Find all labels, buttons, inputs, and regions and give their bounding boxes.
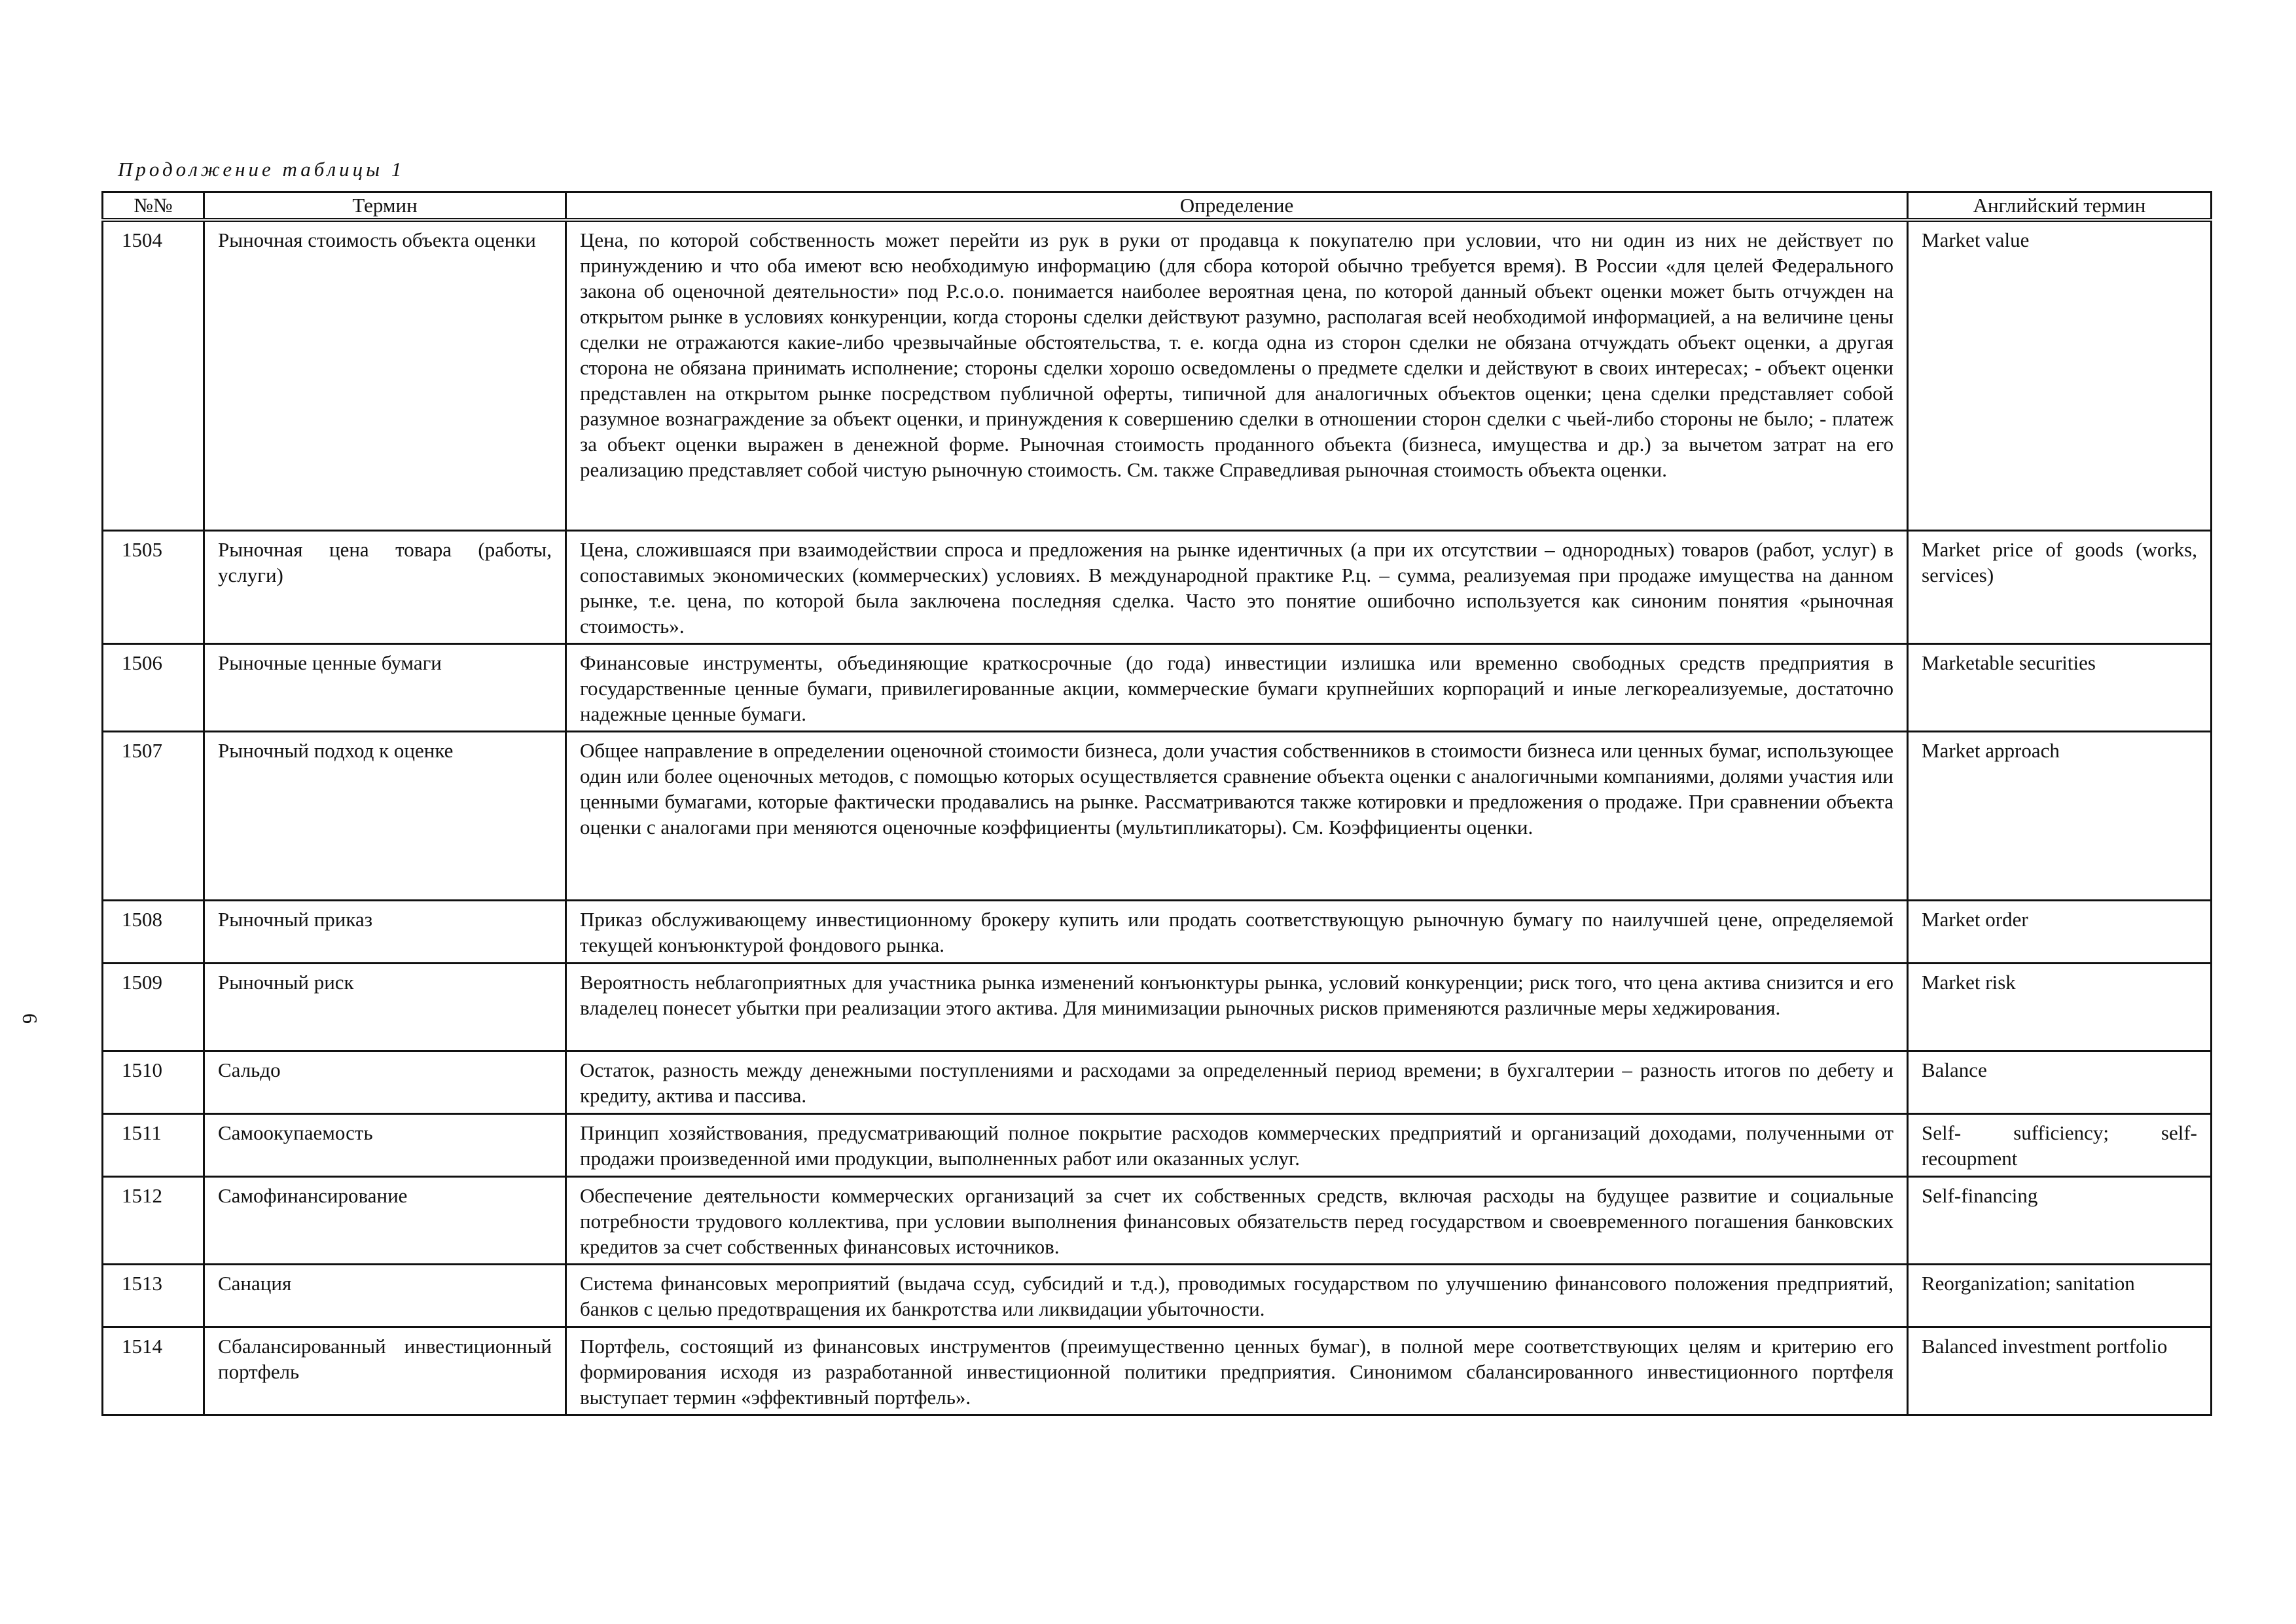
row-num: 1509 — [103, 963, 204, 1051]
header-num: №№ — [103, 192, 204, 221]
page-number: 6 — [18, 1013, 42, 1024]
row-num: 1512 — [103, 1176, 204, 1264]
row-definition: Приказ обслуживающему инвестиционному брокеру купить или продать соответствующую рыночную бумагу по наилучшей цене, определяемой текущей конъюнктурой фондового рынка. — [566, 900, 1908, 963]
table-row — [103, 1051, 2212, 1113]
row-english-term: Market approach — [1908, 731, 2212, 900]
row-term: Рыночные ценные бумаги — [204, 643, 566, 731]
row-term: Сальдо — [204, 1051, 566, 1113]
row-definition: Цена, сложившаяся при взаимодействии спроса и предложения на рынке идентичных (а при их отсутствии – однородных) товаров (работ, услуг) в сопоставимых экономических (коммерческих) условиях. В международной практике Р.ц. – сумма, реализуемая при продаже имущества на данном рынке, т.е. цена, по которой была заключена последняя сделка. Часто это понятие ошибочно используется как синоним понятия «рыночная стоимость». — [566, 530, 1908, 643]
row-definition: Финансовые инструменты, объединяющие краткосрочные (до года) инвестиции излишка или временно свободных средств предприятия в государственные ценные бумаги, привилегированные акции, коммерческие бумаги крупнейших корпораций и иные легкореализуемые, достаточно надежные ценные бумаги. — [566, 643, 1908, 731]
table-row — [103, 1113, 2212, 1176]
row-definition: Цена, по которой собственность может перейти из рук в руки от продавца к покупателю при условии, что ни один из них не действует по принуждению и что оба имеют всю необходимую информацию (для сбора которой обычно требуется время). В России «для целей Федерального закона об оценочной деятельности» под Р.с.о.о. понимается наиболее вероятная цена, по которой данный объект оценки может быть отчужден на открытом рынке в условиях конкуренции, когда стороны сделки действуют разумно, располагая всей необходимой информацией, а на величине цены сделки не отражаются какие-либо чрезвычайные обстоятельства, т. е. когда одна из сторон сделки не обязана отчуждать объект оценки, а другая сторона не обязана принимать исполнение; стороны сделки хорошо осведомлены о предмете сделки и действуют в своих интересах; - объект оценки представлен на открытом рынке посредством публичной оферты, типичной для аналогичных объектов оценки; цена сделки представляет собой разумное вознаграждение за объект оценки, и принуждения к совершению сделки в отношении сторон сделки с чьей-либо стороны не было; - платеж за объект оценки выражен в денежной форме. Рыночная стоимость проданного объекта (бизнеса, имущества и др.) за вычетом затрат на его реализацию представляет собой чистую рыночную стоимость. См. также Справедливая рыночная стоимость объекта оценки. — [566, 220, 1908, 530]
row-term: Рыночная стоимость объекта оценки — [204, 220, 566, 530]
row-english-term: Balanced investment portfolio — [1908, 1327, 2212, 1415]
row-english-term: Market value — [1908, 220, 2212, 530]
row-definition: Вероятность неблагоприятных для участника рынка изменений конъюнктуры рынка, условий конкуренции; риск того, что цена актива снизится и его владелец понесет убытки при реализации этого актива. Для минимизации рыночных рисков применяются различные меры хеджирования. — [566, 963, 1908, 1051]
header-definition: Определение — [566, 192, 1908, 221]
row-term: Сбалансированный инвестиционный портфель — [204, 1327, 566, 1415]
row-definition: Остаток, разность между денежными поступлениями и расходами за определенный период времени; в бухгалтерии – разность итогов по дебету и кредиту, актива и пассива. — [566, 1051, 1908, 1113]
header-term: Термин — [204, 192, 566, 221]
row-term: Санация — [204, 1264, 566, 1327]
row-term: Рыночный риск — [204, 963, 566, 1051]
row-term: Самоокупаемость — [204, 1113, 566, 1176]
table-row — [103, 731, 2212, 900]
glossary-table — [101, 191, 2212, 1416]
row-num: 1504 — [103, 220, 204, 530]
table-header-row — [103, 192, 2212, 221]
table-row — [103, 1264, 2212, 1327]
row-num: 1507 — [103, 731, 204, 900]
row-num: 1514 — [103, 1327, 204, 1415]
row-definition: Принцип хозяйствования, предусматривающий полное покрытие расходов коммерческих предприятий и организаций доходами, полученными от продажи произведенной ими продукции, выполненных работ или оказанных услуг. — [566, 1113, 1908, 1176]
table-row — [103, 1176, 2212, 1264]
table-row — [103, 1327, 2212, 1415]
row-english-term: Self- sufficiency; self-recoupment — [1908, 1113, 2212, 1176]
row-english-term: Self-financing — [1908, 1176, 2212, 1264]
row-num: 1513 — [103, 1264, 204, 1327]
row-num: 1508 — [103, 900, 204, 963]
row-definition: Общее направление в определении оценочной стоимости бизнеса, доли участия собственников в стоимости бизнеса или ценных бумаг, использующее один или более оценочных методов, с помощью которых осуществляется сравнение объекта оценки с аналогичными компаниями, долями участия или ценными бумагами, которые фактически продавались на рынке. Рассматриваются также котировки и предложения о продаже. При сравнении объекта оценки с аналогами при меняются оценочные коэффициенты (мультипликаторы). См. Коэффициенты оценки. — [566, 731, 1908, 900]
row-definition: Обеспечение деятельности коммерческих организаций за счет их собственных средств, включая расходы на будущее развитие и социальные потребности трудового коллектива, при условии выполнения финансовых обязательств перед государством и своевременного погашения банковских кредитов за счет собственных финансовых источников. — [566, 1176, 1908, 1264]
row-term: Самофинансирование — [204, 1176, 566, 1264]
row-definition: Система финансовых мероприятий (выдача ссуд, субсидий и т.д.), проводимых государством по улучшению финансового положения предприятий, банков с целью предотвращения их банкротства или ликвидации убыточности. — [566, 1264, 1908, 1327]
row-term: Рыночный приказ — [204, 900, 566, 963]
row-english-term: Market risk — [1908, 963, 2212, 1051]
header-english: Английский термин — [1908, 192, 2212, 221]
table-row — [103, 643, 2212, 731]
row-definition: Портфель, состоящий из финансовых инструментов (преимущественно ценных бумаг), в полной мере соответствующих целям и критерию его формирования исходя из разработанной инвестиционной политики предприятия. Синонимом сбалансированного инвестиционного портфеля выступает термин «эффективный портфель». — [566, 1327, 1908, 1415]
table-row — [103, 900, 2212, 963]
row-english-term: Balance — [1908, 1051, 2212, 1113]
table-caption: Продолжение таблицы 1 — [118, 158, 405, 181]
row-english-term: Market order — [1908, 900, 2212, 963]
table-row — [103, 963, 2212, 1051]
row-num: 1505 — [103, 530, 204, 643]
row-num: 1506 — [103, 643, 204, 731]
table-row — [103, 220, 2212, 530]
row-num: 1511 — [103, 1113, 204, 1176]
row-num: 1510 — [103, 1051, 204, 1113]
row-term: Рыночная цена товара (работы, услуги) — [204, 530, 566, 643]
row-term: Рыночный подход к оценке — [204, 731, 566, 900]
row-english-term: Market price of goods (works, services) — [1908, 530, 2212, 643]
row-english-term: Reorganization; sanitation — [1908, 1264, 2212, 1327]
table-row — [103, 530, 2212, 643]
row-english-term: Marketable securities — [1908, 643, 2212, 731]
